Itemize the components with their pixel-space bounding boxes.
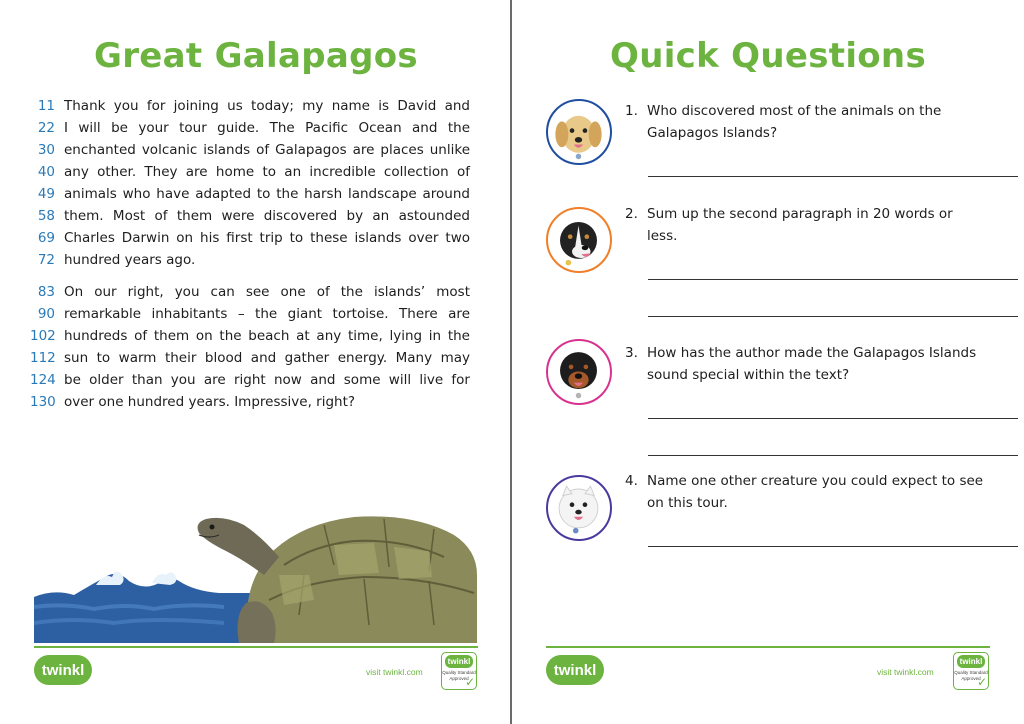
check-icon: ✓ <box>976 675 987 689</box>
line-text: be older than you are right now and some will live for <box>64 372 470 388</box>
answer-line[interactable] <box>648 316 1018 317</box>
text-line <box>30 249 470 271</box>
line-text: I will be your tour guide. The Pacific Ocean and the <box>64 120 470 136</box>
answer-line[interactable] <box>648 418 1018 419</box>
question-line: on this tour. <box>647 495 728 511</box>
line-number: 69 <box>37 230 55 246</box>
question-line: sound special within the text? <box>647 367 850 383</box>
question-line: less. <box>647 228 678 244</box>
footer-divider <box>546 646 990 648</box>
text-line <box>30 227 470 249</box>
line-text: hundred years ago. <box>64 252 196 268</box>
line-number: 58 <box>37 208 55 224</box>
text-line <box>30 391 470 413</box>
text-line <box>30 281 470 303</box>
line-text: any other. They are home to an incredible collection of <box>64 164 470 180</box>
line-number: 40 <box>37 164 55 180</box>
question-line: Name one other creature you could expect to see <box>647 473 984 489</box>
tortoise-illustration <box>34 505 477 643</box>
quality-badge <box>441 652 477 690</box>
line-number: 30 <box>37 142 55 158</box>
twinkl-logo: twinkl <box>34 655 92 685</box>
line-number: 72 <box>37 252 55 268</box>
footer-divider <box>34 646 478 648</box>
badge-logo: twinkl <box>445 655 473 668</box>
paragraph-2 <box>30 281 470 413</box>
golden-retriever-icon <box>546 99 612 165</box>
question-text <box>625 470 985 514</box>
line-text: animals who have adapted to the harsh landscape around <box>64 186 470 202</box>
line-number: 112 <box>30 350 56 366</box>
badge-logo: twinkl <box>957 655 985 668</box>
visit-link[interactable]: visit twinkl.com <box>366 667 423 677</box>
question-text <box>625 203 985 247</box>
line-text: them. Most of them were discovered by an astounded <box>64 208 470 224</box>
visit-link[interactable]: visit twinkl.com <box>877 667 934 677</box>
badge-text: Quality Standard Approved <box>442 670 476 681</box>
wave-foam <box>96 571 176 585</box>
line-number: 22 <box>37 120 55 136</box>
line-number: 49 <box>37 186 55 202</box>
question-number: 3. <box>625 345 638 361</box>
rottweiler-icon <box>546 339 612 405</box>
text-line <box>30 95 470 117</box>
question-text <box>625 100 985 144</box>
question-number: 1. <box>625 103 638 119</box>
check-icon: ✓ <box>464 675 475 689</box>
text-line <box>30 161 470 183</box>
text-line <box>30 347 470 369</box>
question-line: How has the author made the Galapagos Islands <box>647 345 977 361</box>
question-body <box>647 470 985 514</box>
answer-line[interactable] <box>648 176 1018 177</box>
text-line <box>30 205 470 227</box>
text-line <box>30 325 470 347</box>
question-text <box>625 342 985 386</box>
question-body <box>647 203 985 247</box>
question-line: Who discovered most of the animals on the <box>647 103 942 119</box>
right-page <box>512 0 1024 724</box>
text-line <box>30 303 470 325</box>
line-text: Thank you for joining us today; my name is David and <box>64 98 470 114</box>
question-number: 4. <box>625 473 638 489</box>
line-number: 83 <box>37 284 55 300</box>
line-number: 90 <box>37 306 55 322</box>
text-line <box>30 139 470 161</box>
line-number: 124 <box>30 372 56 388</box>
twinkl-logo: twinkl <box>546 655 604 685</box>
samoyed-icon <box>546 475 612 541</box>
line-number: 130 <box>30 394 56 410</box>
line-text: Charles Darwin on his first trip to these islands over two <box>64 230 470 246</box>
text-line <box>30 369 470 391</box>
quality-badge <box>953 652 989 690</box>
line-text: over one hundred years. Impressive, right? <box>64 394 356 410</box>
line-text: sun to warm their blood and gather energy. Many may <box>64 350 470 366</box>
line-number: 102 <box>30 328 56 344</box>
question-body <box>647 100 985 144</box>
line-number: 11 <box>37 98 55 114</box>
text-line <box>30 117 470 139</box>
answer-line[interactable] <box>648 279 1018 280</box>
line-text: On our right, you can see one of the islands’ most <box>64 284 470 300</box>
line-text: enchanted volcanic islands of Galapagos are places unlike <box>64 142 470 158</box>
line-text: remarkable inhabitants – the giant tortoise. There are <box>64 306 470 322</box>
question-number: 2. <box>625 206 638 222</box>
line-text: hundreds of them on the beach at any time, lying in the <box>64 328 470 344</box>
page-title: Quick Questions <box>610 36 926 76</box>
answer-line[interactable] <box>648 546 1018 547</box>
text-line <box>30 183 470 205</box>
paragraph-1 <box>30 95 470 271</box>
border-collie-icon <box>546 207 612 273</box>
question-body <box>647 342 985 386</box>
question-line: Galapagos Islands? <box>647 125 778 141</box>
badge-text: Quality Standard Approved <box>954 670 988 681</box>
page-title: Great Galapagos <box>94 36 418 76</box>
answer-line[interactable] <box>648 455 1018 456</box>
question-line: Sum up the second paragraph in 20 words or <box>647 206 953 222</box>
